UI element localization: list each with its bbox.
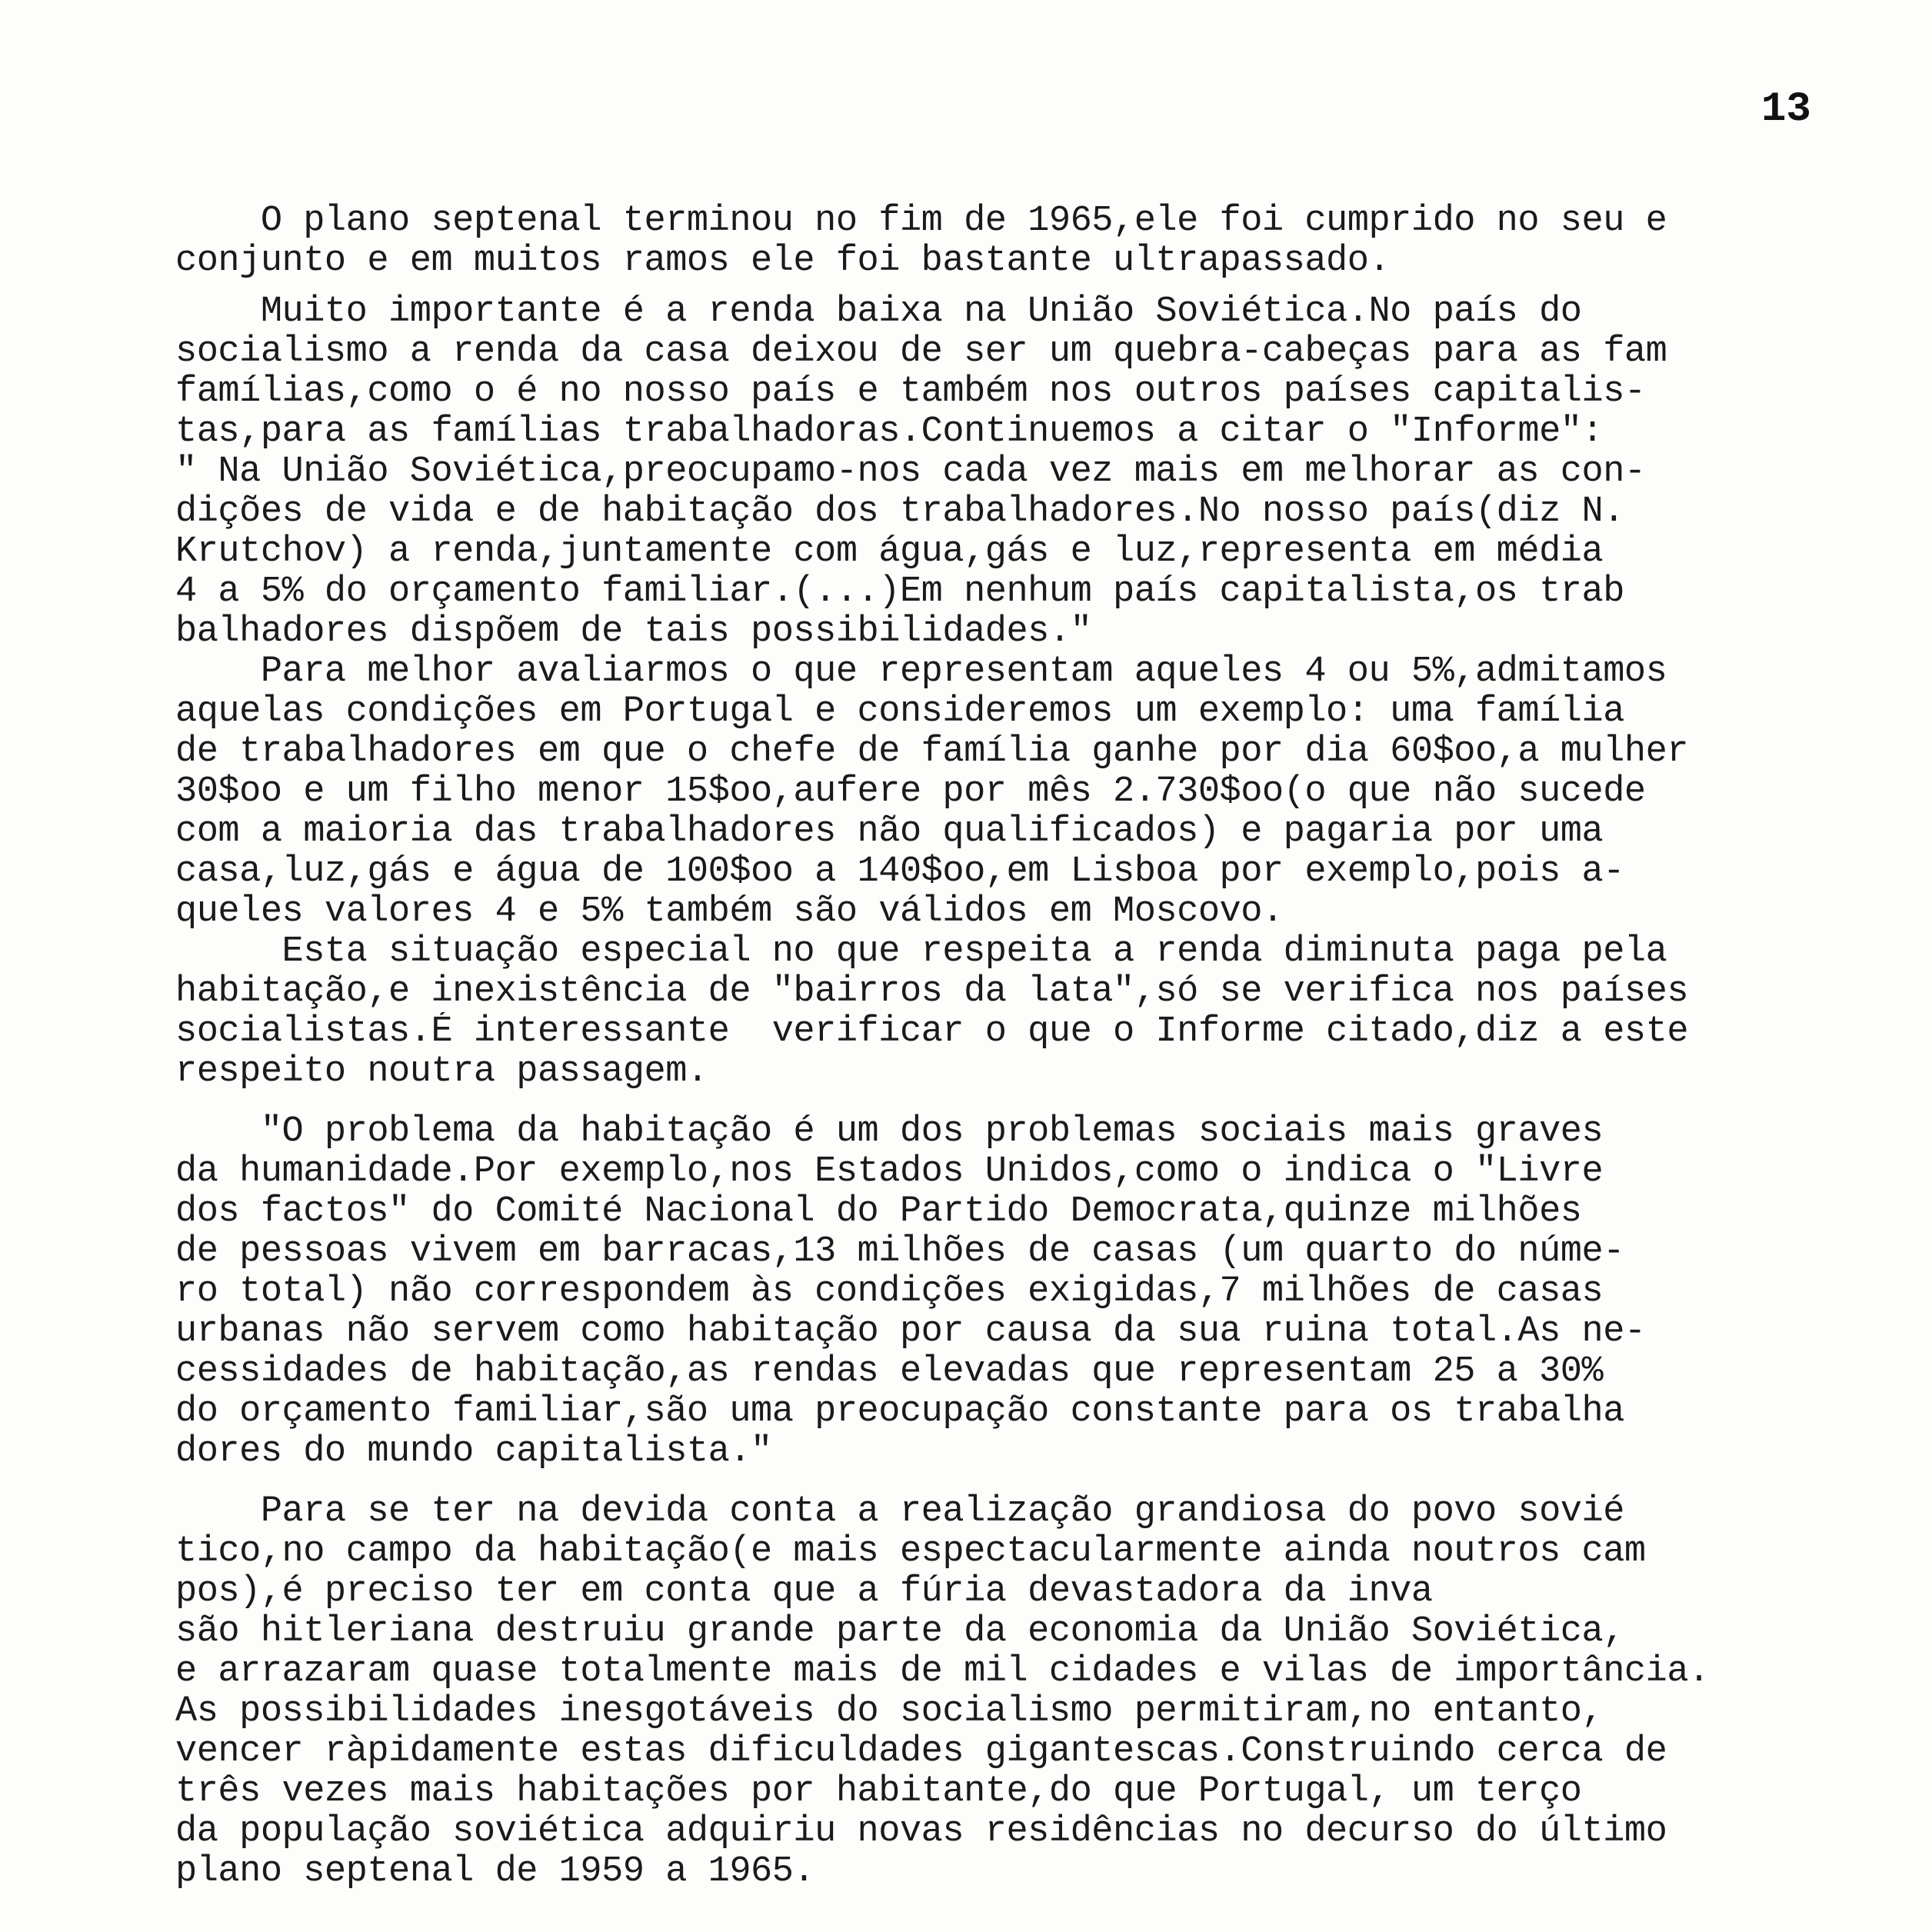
text-line: da população soviética adquiriu novas residências no decurso do último [175, 1812, 1667, 1852]
text-line: Para se ter na devida conta a realização grandiosa do povo sovié [175, 1492, 1624, 1532]
paragraph-2 [175, 292, 1837, 652]
text-line: urbanas não servem como habitação por causa da sua ruina total.As ne- [175, 1312, 1646, 1352]
text-line: aquelas condições em Portugal e consideremos um exemplo: uma família [175, 692, 1624, 732]
text-line: de trabalhadores em que o chefe de família ganhe por dia 60$oo,a mulher [175, 732, 1689, 772]
text-line: O plano septenal terminou no fim de 1965,ele foi cumprido no seu e [175, 202, 1667, 242]
text-line: Muito importante é a renda baixa na União Soviética.No país do [175, 292, 1582, 332]
text-line: e arrazaram quase totalmente mais de mil cidades e vilas de importância. [175, 1652, 1710, 1692]
text-line: três vezes mais habitações por habitante,do que Portugal, um terço [175, 1772, 1582, 1812]
paragraph-6 [175, 1492, 1837, 1892]
text-line: respeito noutra passagem. [175, 1052, 708, 1092]
text-line: do orçamento familiar,são uma preocupação constante para os trabalha [175, 1392, 1624, 1432]
text-line: Esta situação especial no que respeita a renda diminuta paga pela [175, 932, 1667, 972]
text-line: socialistas.É interessante verificar o que o Informe citado,diz a este [175, 1012, 1689, 1052]
text-line: Para melhor avaliarmos o que representam aqueles 4 ou 5%,admitamos [175, 652, 1667, 692]
text-line: com a maioria das trabalhadores não qualificados) e pagaria por uma [175, 812, 1604, 852]
text-line: dos factos" do Comité Nacional do Partido Democrata,quinze milhões [175, 1192, 1582, 1232]
text-line: vencer ràpidamente estas dificuldades gigantescas.Construindo cerca de [175, 1732, 1667, 1772]
text-line: socialismo a renda da casa deixou de ser um quebra-cabeças para as fam [175, 332, 1667, 372]
text-line: dores do mundo capitalista." [175, 1432, 772, 1472]
text-line: As possibilidades inesgotáveis do socialismo permitiram,no entanto, [175, 1692, 1604, 1732]
text-line: habitação,e inexistência de "bairros da lata",só se verifica nos países [175, 972, 1689, 1012]
text-line: de pessoas vivem em barracas,13 milhões de casas (um quarto do núme- [175, 1232, 1624, 1272]
paragraph-3 [175, 652, 1837, 932]
text-line: plano septenal de 1959 a 1965. [175, 1852, 815, 1892]
text-line: tas,para as famílias trabalhadoras.Continuemos a citar o "Informe": [175, 412, 1604, 452]
paragraph-4 [175, 932, 1837, 1092]
text-line: casa,luz,gás e água de 100$oo a 140$oo,em Lisboa por exemplo,pois a- [175, 852, 1624, 892]
paragraph-1 [175, 202, 1837, 281]
text-line: " Na União Soviética,preocupamo-nos cada vez mais em melhorar as con- [175, 452, 1646, 492]
text-line: ro total) não correspondem às condições exigidas,7 milhões de casas [175, 1272, 1604, 1312]
text-line: dições de vida e de habitação dos trabalhadores.No nosso país(diz N. [175, 492, 1624, 532]
text-line: pos),é preciso ter em conta que a fúria devastadora da inva [175, 1572, 1433, 1612]
text-line: 4 a 5% do orçamento familiar.(...)Em nenhum país capitalista,os trab [175, 572, 1624, 612]
text-line: da humanidade.Por exemplo,nos Estados Unidos,como o indica o "Livre [175, 1152, 1604, 1192]
text-line: são hitleriana destruiu grande parte da economia da União Soviética, [175, 1612, 1624, 1652]
text-line: queles valores 4 e 5% também são válidos em Moscovo. [175, 892, 1284, 932]
document-body [175, 202, 1837, 1892]
text-line: tico,no campo da habitação(e mais espectacularmente ainda noutros cam [175, 1532, 1646, 1572]
text-line: cessidades de habitação,as rendas elevadas que representam 25 a 30% [175, 1352, 1604, 1392]
text-line: 30$oo e um filho menor 15$oo,aufere por mês 2.730$oo(o que não sucede [175, 772, 1646, 812]
text-line: balhadores dispõem de tais possibilidades." [175, 612, 1092, 652]
text-line: conjunto e em muitos ramos ele foi bastante ultrapassado. [175, 242, 1391, 281]
page-number: 13 [1761, 86, 1811, 133]
text-line: "O problema da habitação é um dos problemas sociais mais graves [175, 1112, 1604, 1152]
paragraph-5-quote [175, 1112, 1837, 1472]
text-line: famílias,como o é no nosso país e também nos outros países capitalis- [175, 372, 1646, 412]
text-line: Krutchov) a renda,juntamente com água,gás e luz,representa em média [175, 532, 1604, 572]
